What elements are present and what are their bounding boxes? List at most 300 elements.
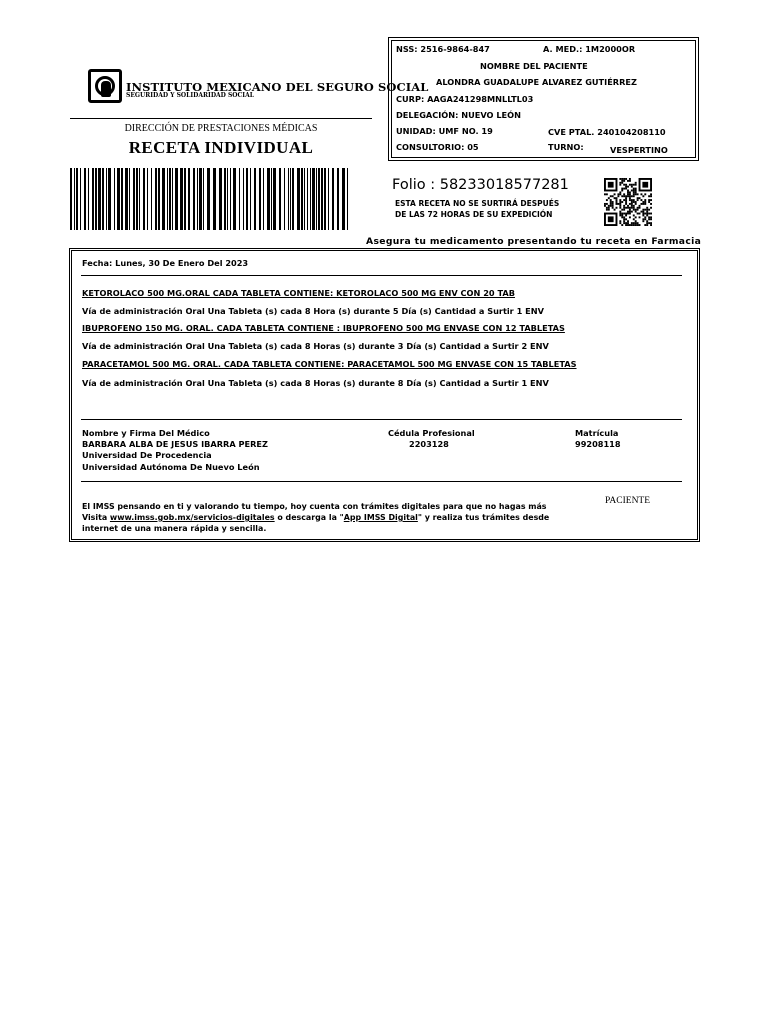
qr-module (631, 205, 633, 207)
qr-module (610, 199, 612, 201)
qr-module (619, 213, 621, 215)
qr-module (639, 213, 641, 215)
qr-module (612, 203, 614, 205)
qr-module (619, 178, 621, 180)
qr-module (629, 191, 631, 193)
qr-module (646, 220, 648, 222)
qr-module (629, 197, 631, 199)
qr-module (619, 220, 621, 222)
barcode-bar (136, 168, 138, 230)
qr-finder (608, 216, 614, 222)
barcode-bar (337, 168, 339, 230)
qr-module (627, 190, 629, 192)
barcode-bar (254, 168, 256, 230)
qr-module (650, 195, 652, 197)
barcode-bar (125, 168, 128, 230)
qr-module (625, 201, 627, 203)
barcode-bar (88, 168, 89, 230)
cedula: 2203128 (409, 439, 449, 449)
unidad: UNIDAD: UMF NO. 19 (396, 126, 493, 136)
qr-module (623, 222, 625, 224)
qr-module (629, 180, 631, 182)
qr-module (644, 218, 646, 220)
cedula-label: Cédula Profesional (388, 428, 475, 438)
qr-module (617, 203, 619, 205)
qr-module (619, 182, 621, 184)
qr-module (648, 216, 650, 218)
qr-module (644, 199, 646, 201)
qr-module (629, 184, 631, 186)
qr-module (633, 209, 635, 211)
qr-module (633, 190, 635, 192)
footer-text: " y realiza tus trámites desde (417, 513, 550, 522)
instructions-1: Vía de administración Oral Una Tableta (s) cada 8 Hora (s) durante 5 Día (s) Cantidad a Surtir 1 ENV (82, 306, 544, 316)
qr-module (625, 214, 627, 216)
qr-module (639, 207, 641, 209)
barcode-bar (304, 168, 305, 230)
barcode-bar (169, 168, 171, 230)
qr-module (608, 197, 610, 199)
qr-module (642, 211, 644, 213)
qr-module (621, 214, 623, 216)
turno: VESPERTINO (610, 145, 668, 155)
qr-module (612, 205, 614, 207)
patient-name-label: NOMBRE DEL PACIENTE (480, 61, 588, 71)
barcode-bar (213, 168, 216, 230)
qr-module (635, 216, 637, 218)
folio-number: Folio : 58233018577281 (392, 177, 569, 193)
qr-module (625, 207, 627, 209)
barcode-bar (172, 168, 173, 230)
qr-module (633, 214, 635, 216)
qr-module (616, 201, 618, 203)
qr-module (640, 203, 642, 205)
barcode-bar (193, 168, 195, 230)
barcode-bar (243, 168, 244, 230)
qr-module (635, 222, 637, 224)
qr-module (650, 207, 652, 209)
qr-finder (642, 182, 648, 188)
qr-module (617, 193, 619, 195)
qr-module (642, 218, 644, 220)
barcode-bar (321, 168, 323, 230)
qr-module (631, 207, 633, 209)
qr-module (619, 191, 621, 193)
qr-module (640, 199, 642, 201)
qr-module (606, 207, 608, 209)
qr-module (627, 220, 629, 222)
qr-module (650, 199, 652, 201)
imss-app-link[interactable]: App IMSS Digital (343, 513, 418, 522)
barcode-bar (158, 168, 160, 230)
qr-module (629, 193, 631, 195)
barcode-bar (307, 168, 308, 230)
qr-module (629, 216, 631, 218)
barcode-bar (184, 168, 186, 230)
qr-module (646, 224, 648, 226)
curp: CURP: AAGA241298MNLLTL03 (396, 94, 534, 104)
barcode-bar (197, 168, 198, 230)
qr-module (627, 191, 629, 193)
qr-module (612, 207, 614, 209)
qr-module (639, 197, 641, 199)
qr-module (625, 199, 627, 201)
qr-module (629, 203, 631, 205)
barcode-bar (74, 168, 75, 230)
barcode-bar (203, 168, 204, 230)
qr-module (610, 201, 612, 203)
barcode-bar (279, 168, 281, 230)
qr-module (621, 209, 623, 211)
barcode-bar (114, 168, 115, 230)
qr-module (631, 195, 633, 197)
qr-module (635, 184, 637, 186)
qr-module (640, 193, 642, 195)
qr-module (606, 193, 608, 195)
footer-text: Visita (82, 513, 110, 522)
qr-module (619, 214, 621, 216)
qr-module (629, 224, 631, 226)
qr-module (623, 180, 625, 182)
qr-module (625, 186, 627, 188)
delegacion: DELEGACIÓN: NUEVO LEÓN (396, 110, 521, 120)
qr-module (646, 207, 648, 209)
barcode-bar (301, 168, 303, 230)
qr-module (623, 213, 625, 215)
expiry-note-line1: ESTA RECETA NO SE SURTIRÁ DESPUÉS (395, 199, 560, 208)
department-label: DIRECCIÓN DE PRESTACIONES MÉDICAS (124, 123, 318, 134)
qr-module (635, 203, 637, 205)
document-title: RECETA INDIVIDUAL (128, 138, 314, 157)
qr-module (648, 213, 650, 215)
qr-module (644, 213, 646, 215)
qr-module (631, 190, 633, 192)
qr-module (648, 195, 650, 197)
logo-figure (101, 81, 111, 97)
imss-services-link[interactable]: www.imss.gob.mx/servicios-digitales (109, 513, 275, 522)
qr-module (650, 222, 652, 224)
doctor-name-label: Nombre y Firma Del Médico (82, 428, 210, 438)
barcode-bar (199, 168, 202, 230)
qr-module (604, 193, 606, 195)
qr-module (650, 193, 652, 195)
barcode-bar (316, 168, 317, 230)
qr-module (644, 201, 646, 203)
barcode-bar (188, 168, 190, 230)
qr-module (637, 207, 639, 209)
qr-module (614, 209, 616, 211)
qr-module (648, 199, 650, 201)
barcode-icon (70, 168, 350, 230)
footer-text: o descarga la " (274, 513, 344, 522)
qr-module (648, 218, 650, 220)
qr-module (631, 201, 633, 203)
barcode-bar (290, 168, 291, 230)
qr-module (637, 213, 639, 215)
qr-module (631, 203, 633, 205)
qr-module (633, 188, 635, 190)
barcode-bar (292, 168, 294, 230)
qr-module (635, 190, 637, 192)
qr-module (633, 207, 635, 209)
barcode-bar (133, 168, 135, 230)
qr-module (631, 186, 633, 188)
qr-module (639, 205, 641, 207)
qr-module (625, 178, 627, 180)
barcode-bar (259, 168, 261, 230)
qr-module (635, 193, 637, 195)
qr-module (612, 201, 614, 203)
qr-module (629, 213, 631, 215)
qr-module (621, 180, 623, 182)
qr-module (627, 180, 629, 182)
barcode-bar (227, 168, 228, 230)
qr-module (606, 209, 608, 211)
barcode-bar (95, 168, 97, 230)
consultorio: CONSULTORIO: 05 (396, 142, 479, 152)
qr-module (642, 220, 644, 222)
barcode-bar (284, 168, 285, 230)
qr-module (633, 191, 635, 193)
qr-module (646, 211, 648, 213)
instructions-3: Vía de administración Oral Una Tableta (s) cada 8 Horas (s) durante 8 Día (s) Cantidad a Surtir 1 ENV (82, 378, 549, 388)
qr-module (631, 224, 633, 226)
qr-finder (608, 182, 614, 188)
barcode-bar (342, 168, 345, 230)
qr-module (633, 224, 635, 226)
barcode-bar (230, 168, 231, 230)
qr-module (629, 195, 631, 197)
qr-module (623, 220, 625, 222)
qr-module (625, 222, 627, 224)
barcode-bar (151, 168, 152, 230)
barcode-bar (167, 168, 168, 230)
footer-line-1: El IMSS pensando en ti y valorando tu tiempo, hoy cuenta con trámites digitales para que no hagas más (82, 502, 547, 511)
a-med: A. MED.: 1M2000OR (543, 44, 636, 54)
qr-module (616, 199, 618, 201)
qr-module (627, 195, 629, 197)
qr-code-icon (604, 178, 652, 226)
qr-module (610, 195, 612, 197)
barcode-bar (92, 168, 94, 230)
qr-module (642, 203, 644, 205)
matricula-label: Matrícula (575, 428, 619, 438)
qr-module (625, 203, 627, 205)
qr-module (623, 184, 625, 186)
qr-module (621, 182, 623, 184)
qr-module (644, 216, 646, 218)
footer-line-3: internet de una manera rápida y sencilla. (82, 524, 267, 533)
prescription-date: Fecha: Lunes, 30 De Enero Del 2023 (82, 258, 249, 268)
qr-module (623, 207, 625, 209)
barcode-bar (267, 168, 270, 230)
qr-module (627, 186, 629, 188)
qr-module (635, 201, 637, 203)
qr-module (637, 199, 639, 201)
qr-module (629, 199, 631, 201)
qr-module (635, 182, 637, 184)
barcode-bar (121, 168, 123, 230)
qr-module (623, 218, 625, 220)
barcode-bar (297, 168, 300, 230)
qr-module (648, 209, 650, 211)
qr-module (637, 222, 639, 224)
qr-module (608, 205, 610, 207)
qr-module (616, 197, 618, 199)
qr-module (629, 209, 631, 211)
qr-module (648, 201, 650, 203)
qr-module (631, 222, 633, 224)
qr-module (604, 205, 606, 207)
barcode-bar (80, 168, 81, 230)
qr-module (627, 213, 629, 215)
qr-module (633, 201, 635, 203)
qr-module (606, 199, 608, 201)
qr-module (619, 207, 621, 209)
qr-module (637, 209, 639, 211)
barcode-bar (239, 168, 240, 230)
qr-module (639, 216, 641, 218)
doctor-name: BARBARA ALBA DE JESUS IBARRA PEREZ (82, 439, 268, 449)
header-divider (70, 118, 372, 119)
qr-module (619, 201, 621, 203)
qr-module (616, 207, 618, 209)
barcode-bar (175, 168, 178, 230)
qr-module (650, 218, 652, 220)
medicine-1: KETOROLACO 500 MG.ORAL CADA TABLETA CONTIENE: KETOROLACO 500 MG ENV CON 20 TAB (82, 288, 515, 298)
doctor-divider (81, 419, 682, 420)
barcode-bar (108, 168, 111, 230)
qr-module (623, 178, 625, 180)
qr-module (619, 203, 621, 205)
institution-subtitle: SEGURIDAD Y SOLIDARIDAD SOCIAL (126, 92, 254, 99)
qr-module (639, 224, 641, 226)
qr-module (612, 195, 614, 197)
university-label: Universidad De Procedencia (82, 450, 212, 460)
qr-module (623, 205, 625, 207)
barcode-bar (288, 168, 289, 230)
qr-module (621, 224, 623, 226)
qr-module (629, 207, 631, 209)
qr-module (625, 195, 627, 197)
imss-logo-icon (88, 69, 122, 103)
qr-module (608, 207, 610, 209)
qr-module (648, 222, 650, 224)
barcode-bar (263, 168, 264, 230)
qr-module (610, 205, 612, 207)
qr-module (619, 222, 621, 224)
qr-module (633, 222, 635, 224)
barcode-bar (139, 168, 140, 230)
qr-module (619, 205, 621, 207)
qr-module (619, 211, 621, 213)
qr-module (635, 188, 637, 190)
qr-module (608, 209, 610, 211)
qr-module (644, 209, 646, 211)
qr-module (604, 203, 606, 205)
barcode-bar (271, 168, 272, 230)
qr-module (621, 195, 623, 197)
date-divider (81, 275, 682, 276)
qr-module (650, 216, 652, 218)
qr-module (642, 214, 644, 216)
matricula: 99208118 (575, 439, 621, 449)
qr-module (625, 184, 627, 186)
nss: NSS: 2516-9864-847 (396, 44, 490, 54)
qr-module (633, 195, 635, 197)
barcode-bar (310, 168, 311, 230)
barcode-bar (76, 168, 78, 230)
barcode-bar (250, 168, 251, 230)
institution-name: INSTITUTO MEXICANO DEL SEGURO SOCIAL (126, 80, 429, 94)
qr-module (646, 209, 648, 211)
qr-module (619, 193, 621, 195)
qr-module (633, 193, 635, 195)
barcode-bar (180, 168, 183, 230)
qr-module (646, 213, 648, 215)
qr-module (625, 197, 627, 199)
qr-module (642, 195, 644, 197)
qr-module (627, 222, 629, 224)
qr-module (633, 205, 635, 207)
barcode-bar (332, 168, 334, 230)
qr-module (623, 193, 625, 195)
copy-label-paciente: PACIENTE (605, 496, 651, 506)
qr-module (623, 188, 625, 190)
qr-module (623, 216, 625, 218)
barcode-bar (129, 168, 130, 230)
qr-module (625, 188, 627, 190)
qr-module (616, 203, 618, 205)
qr-module (644, 224, 646, 226)
pharmacy-notice: Asegura tu medicamento presentando tu receta en Farmacia (366, 236, 702, 247)
qr-module (623, 209, 625, 211)
qr-module (610, 203, 612, 205)
patient-name: ALONDRA GUADALUPE ALVAREZ GUTIÉRREZ (436, 77, 637, 87)
qr-module (631, 211, 633, 213)
barcode-bar (70, 168, 72, 230)
qr-module (627, 224, 629, 226)
medicine-2: IBUPROFENO 150 MG. ORAL. CADA TABLETA CONTIENE : IBUPROFENO 500 MG ENVASE CON 12 TABLETAS (82, 323, 565, 333)
barcode-bar (155, 168, 157, 230)
barcode-bar (328, 168, 329, 230)
qr-module (635, 220, 637, 222)
footer-line-2 (82, 513, 549, 522)
qr-module (650, 224, 652, 226)
barcode-bar (143, 168, 145, 230)
medicine-3: PARACETAMOL 500 MG. ORAL. CADA TABLETA CONTIENE: PARACETAMOL 500 MG ENVASE CON 15 TABLETAS (82, 359, 577, 369)
qr-module (621, 178, 623, 180)
qr-module (619, 184, 621, 186)
qr-module (606, 203, 608, 205)
qr-module (627, 205, 629, 207)
qr-module (614, 197, 616, 199)
qr-module (635, 211, 637, 213)
qr-module (642, 201, 644, 203)
qr-module (629, 178, 631, 180)
barcode-bar (246, 168, 248, 230)
qr-module (614, 193, 616, 195)
barcode-bar (233, 168, 236, 230)
qr-module (631, 199, 633, 201)
qr-module (623, 195, 625, 197)
barcode-bar (147, 168, 148, 230)
qr-module (637, 193, 639, 195)
footer-divider (81, 481, 682, 482)
barcode-bar (347, 168, 348, 230)
barcode-bar (102, 168, 104, 230)
qr-module (617, 195, 619, 197)
